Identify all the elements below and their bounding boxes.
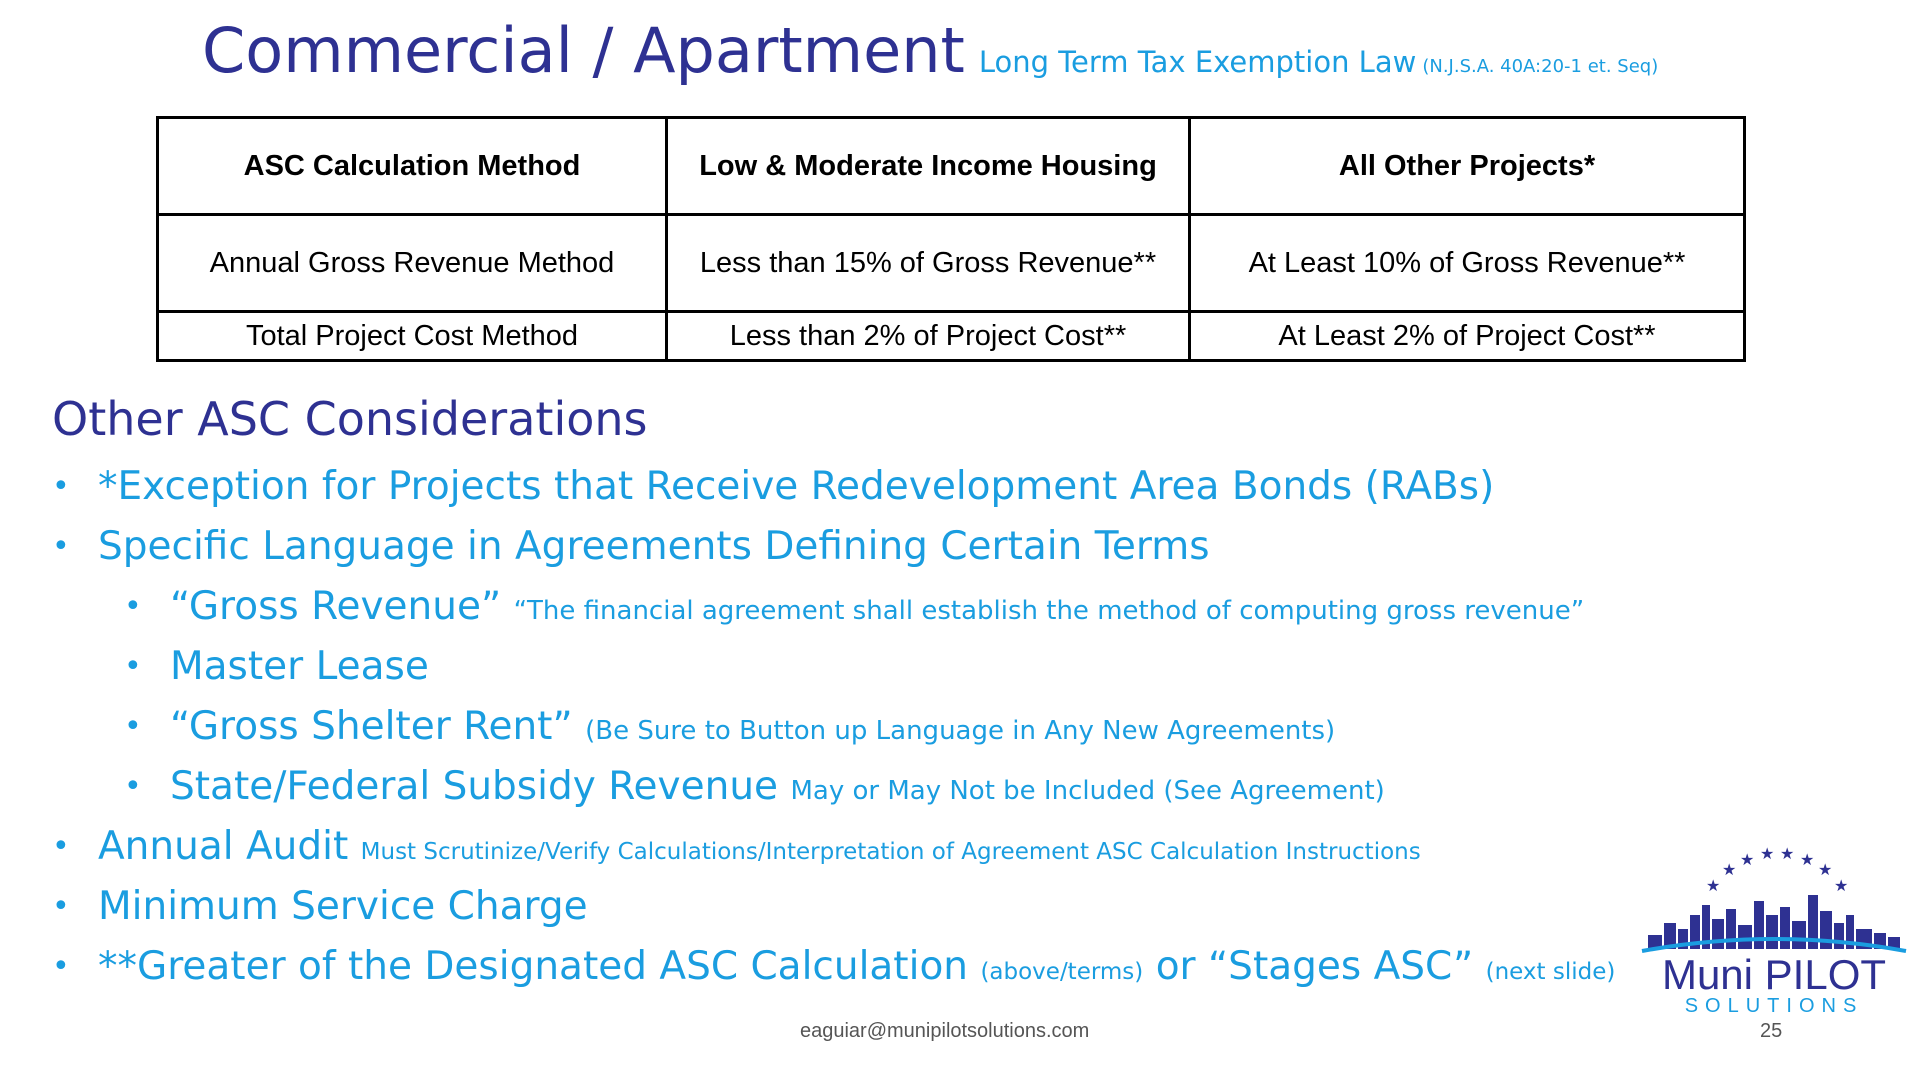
bullet-marker: • [124,649,142,684]
logo-tagline: SOLUTIONS [1684,995,1864,1017]
bullet-note: Must Scrutinize/Verify Calculations/Interpretation of Agreement ASC Calculation Instructions [360,839,1421,865]
bullet-note: “The financial agreement shall establish the method of computing gross revenue” [513,596,1585,626]
bullet-marker: • [52,529,70,564]
svg-text:★: ★ [1834,876,1849,895]
table-cell: At Least 10% of Gross Revenue** [1190,215,1745,312]
svg-text:★: ★ [1760,845,1775,863]
svg-text:★: ★ [1722,860,1737,879]
table-cell: Annual Gross Revenue Method [158,215,667,312]
svg-text:★: ★ [1706,876,1721,895]
table-cell: Less than 15% of Gross Revenue** [667,215,1190,312]
bullet-marker: • [52,829,70,864]
asc-table [156,116,1746,362]
bullet-text: “Gross Revenue” [170,584,502,629]
svg-text:★: ★ [1740,850,1755,869]
bullet-marker: • [52,469,70,504]
bullet-marker: • [52,949,70,984]
bullet-note: (next slide) [1485,959,1616,985]
bullet-text: Master Lease [170,644,429,689]
table-header-cell: Low & Moderate Income Housing [667,118,1190,215]
bullet-marker: • [52,889,70,924]
table-cell: Less than 2% of Project Cost** [667,312,1190,361]
title-reference: (N.J.S.A. 40A:20-1 et. Seq) [1422,56,1659,77]
table-cell: Total Project Cost Method [158,312,667,361]
bullet-text: **Greater of the Designated ASC Calculation [98,944,969,989]
bullet-text: *Exception for Projects that Receive Redevelopment Area Bonds (RABs) [98,464,1495,509]
bullet-note: May or May Not be Included (See Agreement) [790,776,1385,806]
bullet-marker: • [124,769,142,804]
logo-name: Muni PILOT [1661,951,1887,998]
title-subtitle: Long Term Tax Exemption Law [978,45,1417,79]
table-header-row [158,118,1745,215]
table-row [158,215,1745,312]
footer-email: eaguiar@munipilotsolutions.com [800,1020,1090,1042]
bullet-marker: • [124,709,142,744]
bullet-text: Annual Audit [98,824,349,869]
svg-text:★: ★ [1780,845,1795,863]
page-number: 25 [1760,1020,1783,1042]
svg-text:★: ★ [1800,850,1815,869]
bullet-text: Specific Language in Agreements Defining Certain Terms [98,524,1210,569]
table-cell: At Least 2% of Project Cost** [1190,312,1745,361]
table-header-cell: All Other Projects* [1190,118,1745,215]
svg-text:★: ★ [1818,860,1833,879]
table-header-cell: ASC Calculation Method [158,118,667,215]
skyline-stars-icon [1636,845,1912,955]
bullet-note: (above/terms) [980,959,1144,985]
table-row [158,312,1745,361]
slide-title [202,14,1658,87]
section-title: Other ASC Considerations [52,392,648,446]
bullet-text: State/Federal Subsidy Revenue [170,764,779,809]
title-main: Commercial / Apartment [202,14,965,87]
bullet-text: or “Stages ASC” [1155,944,1474,989]
bullet-note: (Be Sure to Button up Language in Any New Agreements) [585,716,1336,746]
bullet-text: Minimum Service Charge [98,884,588,929]
bullet-text: “Gross Shelter Rent” [170,704,573,749]
muni-pilot-logo [1636,845,1912,1020]
bullet-marker: • [124,589,142,624]
